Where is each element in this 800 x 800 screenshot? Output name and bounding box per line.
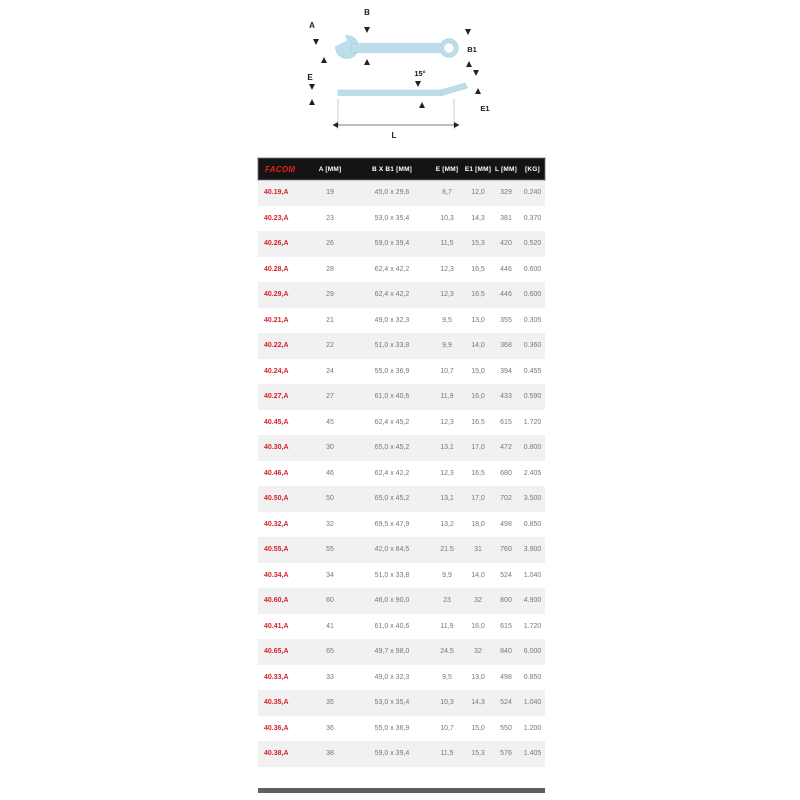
cell-kg: 1.200 [523, 724, 542, 732]
cell-ref: 40.24,A [264, 367, 289, 375]
cell-l: 760 [500, 546, 512, 554]
arrow-e1-bottom [475, 88, 481, 94]
cell-bxb1: 53,0 x 35,4 [374, 699, 410, 707]
arrow-b-bottom [364, 59, 370, 65]
cell-kg: 0.360 [523, 342, 542, 350]
cell-bxb1: 61,0 x 40,6 [374, 622, 410, 630]
cell-ref: 40.28,A [264, 265, 289, 273]
cell-e: 24.5 [440, 648, 454, 656]
cell-a: 55 [326, 546, 334, 554]
cell-e1: 16,5 [471, 469, 485, 477]
cell-e: 12,3 [440, 291, 454, 299]
table-row [258, 384, 545, 410]
cell-l: 702 [500, 495, 512, 503]
cell-l: 394 [500, 367, 512, 375]
arrow-b-top [364, 27, 370, 33]
cell-a: 35 [326, 699, 334, 707]
cell-e: 21.5 [440, 546, 454, 554]
arrow-b1-top [465, 29, 471, 35]
table-row [258, 614, 545, 640]
cell-ref: 40.29,A [264, 291, 289, 299]
cell-e1: 16,5 [471, 418, 485, 426]
cell-e1: 17,0 [471, 444, 485, 452]
cell-e: 12,3 [440, 265, 454, 273]
angle-label: 15° [414, 69, 426, 78]
cell-kg: 0.455 [523, 367, 542, 375]
arrow-e-bottom [309, 99, 315, 105]
arrow-a-top [313, 39, 319, 45]
cell-bxb1: 59,0 x 39,4 [374, 750, 410, 758]
cell-a: 65 [326, 648, 334, 656]
arrow-angle-bottom [419, 102, 425, 108]
cell-ref: 40.34,A [264, 571, 289, 579]
cell-e1: 16,5 [471, 291, 485, 299]
cell-e1: 16,0 [471, 393, 485, 401]
cell-l: 329 [500, 189, 512, 197]
cell-e1: 31 [474, 546, 482, 554]
cell-bxb1: 53,0 x 35,4 [374, 214, 410, 222]
cell-e: 12,3 [440, 418, 454, 426]
cell-bxb1: 55,0 x 36,9 [374, 724, 410, 732]
cell-l: 550 [500, 724, 512, 732]
cell-a: 19 [326, 189, 334, 197]
cell-kg: 0.850 [523, 673, 542, 681]
cell-e: 11,9 [440, 622, 454, 630]
cell-kg: 4.900 [523, 597, 542, 605]
cell-ref: 40.33,A [264, 673, 289, 681]
cell-bxb1: 69,5 x 47,9 [374, 520, 410, 528]
table-row [258, 486, 545, 512]
cell-kg: 0.520 [523, 240, 542, 248]
cell-l: 800 [500, 597, 512, 605]
cell-ref: 40.35,A [264, 699, 289, 707]
table-row [258, 180, 545, 206]
table-row [258, 716, 545, 742]
cell-e1: 13,0 [471, 673, 485, 681]
cell-ref: 40.36,A [264, 724, 289, 732]
cell-e: 23 [443, 597, 451, 605]
cell-l: 524 [500, 571, 512, 579]
cell-bxb1: 49,7 x 98,0 [374, 648, 410, 656]
arrow-l-left [333, 122, 339, 128]
cell-ref: 40.23,A [264, 214, 289, 222]
cell-kg: 0.600 [523, 265, 542, 273]
cell-bxb1: 62,4 x 45,2 [374, 418, 410, 426]
cell-kg: 1.040 [523, 571, 542, 579]
dim-label-e1: E1 [480, 104, 490, 113]
table-header [258, 158, 545, 180]
cell-e1: 14,0 [471, 342, 485, 350]
arrow-b1-bottom [466, 61, 472, 67]
table-row [258, 435, 545, 461]
cell-a: 33 [326, 673, 334, 681]
arrow-e1-top [473, 70, 479, 76]
cell-a: 41 [326, 622, 334, 630]
cell-e1: 14,3 [471, 699, 485, 707]
cell-e1: 14,3 [471, 214, 485, 222]
table-row [258, 512, 545, 538]
cell-bxb1: 49,0 x 32,3 [374, 673, 410, 681]
cell-bxb1: 65,0 x 45,2 [374, 444, 410, 452]
cell-e: 12,3 [440, 469, 454, 477]
cell-l: 446 [500, 265, 512, 273]
cell-l: 446 [500, 291, 512, 299]
cell-a: 24 [326, 367, 334, 375]
cell-a: 38 [326, 750, 334, 758]
cell-e1: 13,0 [471, 316, 485, 324]
cell-a: 50 [326, 495, 334, 503]
cell-e1: 15,3 [471, 240, 485, 248]
cell-e1: 32 [474, 648, 482, 656]
cell-e1: 17,0 [471, 495, 485, 503]
cell-ref: 40.21,A [264, 316, 289, 324]
cell-e: 13,1 [440, 495, 454, 503]
cell-e: 11,5 [440, 750, 454, 758]
dim-label-b: B [364, 8, 370, 17]
cell-e: 10,7 [440, 724, 454, 732]
cell-e: 9,5 [442, 673, 452, 681]
cell-kg: 3.500 [523, 495, 542, 503]
cell-e1: 18,0 [471, 520, 485, 528]
cell-e: 8,7 [442, 189, 452, 197]
next-table-partial-header [258, 788, 545, 793]
cell-l: 615 [500, 622, 512, 630]
cell-a: 27 [326, 393, 334, 401]
brand-logo: FACOM [265, 164, 296, 174]
cell-l: 680 [500, 469, 512, 477]
cell-bxb1: 49,0 x 32,3 [374, 316, 410, 324]
cell-l: 381 [500, 214, 512, 222]
cell-a: 46 [326, 469, 334, 477]
cell-e: 10,3 [440, 214, 454, 222]
cell-bxb1: 62,4 x 42,2 [374, 265, 410, 273]
cell-kg: 1.720 [523, 622, 542, 630]
column-header-2: E [MM] [435, 165, 459, 173]
cell-ref: 40.65,A [264, 648, 289, 656]
cell-l: 615 [500, 418, 512, 426]
cell-l: 840 [500, 648, 512, 656]
cell-l: 472 [500, 444, 512, 452]
cell-kg: 1.405 [523, 750, 542, 758]
cell-ref: 40.55,A [264, 546, 289, 554]
cell-e1: 16,0 [471, 622, 485, 630]
cell-e1: 12,0 [471, 189, 485, 197]
cell-kg: 2.405 [523, 469, 542, 477]
cell-kg: 3.900 [523, 546, 542, 554]
cell-e: 13,2 [440, 520, 454, 528]
cell-a: 30 [326, 444, 334, 452]
cell-e: 10,7 [440, 367, 454, 375]
arrow-e-top [309, 84, 315, 90]
table-row [258, 461, 545, 487]
cell-l: 524 [500, 699, 512, 707]
arrow-l-right [454, 122, 460, 128]
dim-label-e: E [307, 73, 313, 82]
cell-e: 10,3 [440, 699, 454, 707]
table-row [258, 537, 545, 563]
cell-ref: 40.27,A [264, 393, 289, 401]
cell-kg: 0.305 [523, 316, 542, 324]
table-row [258, 333, 545, 359]
cell-bxb1: 62,4 x 42,2 [374, 291, 410, 299]
cell-ref: 40.41,A [264, 622, 289, 630]
cell-bxb1: 65,0 x 45,2 [374, 495, 410, 503]
table-row [258, 563, 545, 589]
cell-a: 26 [326, 240, 334, 248]
cell-kg: 0.850 [523, 520, 542, 528]
cell-ref: 40.32,A [264, 520, 289, 528]
cell-a: 34 [326, 571, 334, 579]
cell-l: 368 [500, 342, 512, 350]
cell-a: 28 [326, 265, 334, 273]
cell-l: 498 [500, 520, 512, 528]
cell-e: 9,5 [442, 316, 452, 324]
dim-label-l: L [391, 131, 397, 140]
cell-l: 433 [500, 393, 512, 401]
cell-a: 29 [326, 291, 334, 299]
table-row [258, 206, 545, 232]
column-header-4: L [MM] [494, 165, 518, 173]
table-row [258, 741, 545, 767]
cell-bxb1: 62,4 x 42,2 [374, 469, 410, 477]
table-row [258, 282, 545, 308]
cell-e: 9,9 [442, 342, 452, 350]
cell-kg: 1.040 [523, 699, 542, 707]
cell-ref: 40.46,A [264, 469, 289, 477]
wrench-top-view [329, 33, 458, 59]
cell-a: 21 [326, 316, 334, 324]
cell-l: 498 [500, 673, 512, 681]
cell-kg: 1.720 [523, 418, 542, 426]
table-row [258, 359, 545, 385]
cell-ref: 40.45,A [264, 418, 289, 426]
cell-bxb1: 45,0 x 29,6 [374, 189, 410, 197]
cell-kg: 0.240 [523, 189, 542, 197]
table-row [258, 231, 545, 257]
cell-ref: 40.22,A [264, 342, 289, 350]
cell-l: 355 [500, 316, 512, 324]
cell-a: 32 [326, 520, 334, 528]
cell-ref: 40.30,A [264, 444, 289, 452]
dim-label-b1: B1 [467, 45, 477, 54]
table-row [258, 639, 545, 665]
cell-bxb1: 59,0 x 39,4 [374, 240, 410, 248]
cell-bxb1: 51,0 x 33,8 [374, 342, 410, 350]
spec-table-body [258, 180, 545, 767]
table-row [258, 690, 545, 716]
cell-bxb1: 55,0 x 36,9 [374, 367, 410, 375]
cell-e1: 16,5 [471, 265, 485, 273]
column-header-0: A [MM] [318, 165, 342, 173]
cell-bxb1: 51,0 x 33,8 [374, 571, 410, 579]
cell-e: 13,1 [440, 444, 454, 452]
cell-kg: 0.370 [523, 214, 542, 222]
cell-e1: 15,0 [471, 367, 485, 375]
cell-e1: 15,0 [471, 724, 485, 732]
cell-ref: 40.38,A [264, 750, 289, 758]
cell-e: 11,9 [440, 393, 454, 401]
column-header-5: [KG] [525, 165, 540, 173]
cell-a: 36 [326, 724, 334, 732]
cell-a: 60 [326, 597, 334, 605]
column-header-1: B X B1 [MM] [371, 165, 413, 173]
cell-ref: 40.19,A [264, 189, 289, 197]
cell-bxb1: 46,0 x 90,0 [374, 597, 410, 605]
table-row [258, 257, 545, 283]
table-row [258, 410, 545, 436]
cell-a: 22 [326, 342, 334, 350]
wrench-side-view [338, 83, 468, 96]
arrow-angle-top [415, 81, 421, 87]
arrow-a-bottom [321, 57, 327, 63]
cell-e1: 15,3 [471, 750, 485, 758]
cell-e: 9,9 [442, 571, 452, 579]
cell-bxb1: 42,0 x 84,5 [374, 546, 410, 554]
cell-e1: 14,0 [471, 571, 485, 579]
cell-a: 45 [326, 418, 334, 426]
cell-kg: 0.800 [523, 444, 542, 452]
cell-kg: 6.000 [523, 648, 542, 656]
cell-e: 11,5 [440, 240, 454, 248]
cell-bxb1: 61,0 x 40,6 [374, 393, 410, 401]
cell-e1: 32 [474, 597, 482, 605]
cell-kg: 0.590 [523, 393, 542, 401]
column-header-3: E1 [MM] [464, 165, 492, 173]
cell-kg: 0.600 [523, 291, 542, 299]
cell-l: 576 [500, 750, 512, 758]
table-row [258, 588, 545, 614]
dim-label-a: A [309, 21, 315, 30]
cell-ref: 40.26,A [264, 240, 289, 248]
cell-l: 420 [500, 240, 512, 248]
spec-table [258, 158, 545, 767]
table-row [258, 308, 545, 334]
table-row [258, 665, 545, 691]
cell-ref: 40.60,A [264, 597, 289, 605]
cell-ref: 40.50,A [264, 495, 289, 503]
cell-a: 23 [326, 214, 334, 222]
wrench-diagram [272, 2, 532, 152]
